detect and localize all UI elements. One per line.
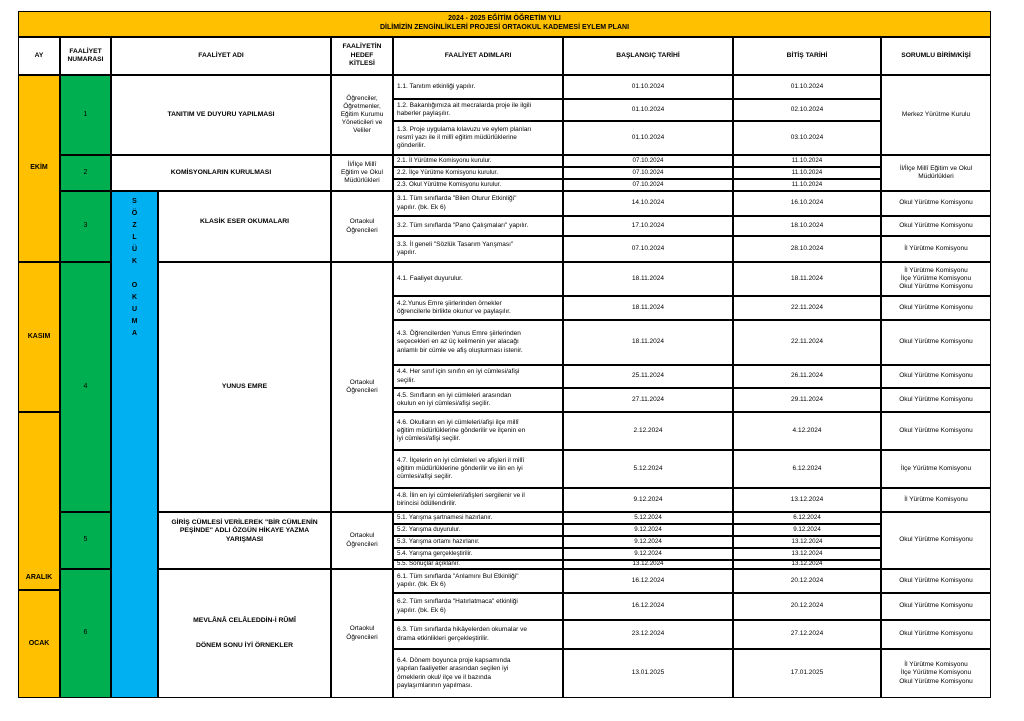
step-end-date: 13.12.2024 [733,536,881,548]
step-start-date: 16.12.2024 [563,593,733,620]
step-end-date: 02.10.2024 [733,99,881,121]
step-text: 4.3. Öğrencilerden Yunus Emre şiirlerinden seçecekleri en az üç kelimenin yer alacağı anlamlı bir cümle ve afiş oluşturması istenir. [393,320,563,365]
activity-target: Ortaokul Öğrencileri [331,512,393,569]
activity-number: 6 [60,569,111,698]
activity-name: GİRİŞ CÜMLESİ VERİLEREK "BİR CÜMLENİN PEŞİNDE" ADLI ÖZGÜN HİKAYE YAZMA YARIŞMASI [158,512,331,569]
header-sorumlu: SORUMLU BİRİM/KİŞİ [881,37,991,75]
responsible-cell: Okul Yürütme Komisyonu [881,620,991,649]
responsible-cell: Okul Yürütme Komisyonu [881,569,991,593]
step-text: 6.4. Dönem boyunca proje kapsamında yapılan faaliyetler arasından seçilen iyi örneklerin okul/ ilçe ve il bazında paylaşımlarının yapılması. [393,649,563,698]
step-start-date: 01.10.2024 [563,99,733,121]
step-text: 3.3. İl geneli "Sözlük Tasarım Yarışması" yapılır. [393,236,563,262]
step-start-date: 13.01.2025 [563,649,733,698]
step-start-date: 07.10.2024 [563,167,733,179]
responsible-cell: Okul Yürütme Komisyonu [881,320,991,365]
responsible-cell: Okul Yürütme Komisyonu [881,365,991,388]
step-end-date: 9.12.2024 [733,524,881,536]
activity-number: 1 [60,75,111,155]
step-text: 5.3. Yarışma ortamı hazırlanır. [393,536,563,548]
activity-target: Öğrenciler, Öğretmenler, Eğitim Kurumu Yöneticileri ve Veliler [331,75,393,155]
responsible-cell: Okul Yürütme Komisyonu [881,216,991,236]
step-start-date: 23.12.2024 [563,620,733,649]
month-kasim: KASIM [18,262,60,412]
responsible-cell: İl Yürütme Komisyonu İlçe Yürütme Komisyonu Okul Yürütme Komisyonu [881,649,991,698]
activity-target: Ortaokul Öğrencileri [331,569,393,698]
step-start-date: 18.11.2024 [563,320,733,365]
step-end-date: 6.12.2024 [733,512,881,524]
step-end-date: 11.10.2024 [733,155,881,167]
responsible-cell: Okul Yürütme Komisyonu [881,191,991,216]
step-end-date: 03.10.2024 [733,121,881,155]
step-text: 4.6. Okulların en iyi cümleleri/afişi ilçe millî eğitim müdürlüklerine gönderilir ve ilçenin en iyi cümlesi/afişi seçilir. [393,412,563,450]
step-text: 1.2. Bakanlığımıza ait mecralarda proje ile ilgili haberler paylaşılır. [393,99,563,121]
activity-number: 2 [60,155,111,191]
responsible-cell: İl Yürütme Komisyonu [881,236,991,262]
sozluk-okuma-label: S Ö Z L Ü K O K U M A [111,191,158,698]
responsible-cell: İl Yürütme Komisyonu İlçe Yürütme Komisyonu Okul Yürütme Komisyonu [881,262,991,296]
step-text: 5.4. Yarışma gerçekleştirilir. [393,548,563,560]
step-start-date: 16.12.2024 [563,569,733,593]
activity-name: KLASİK ESER OKUMALARI [158,191,331,262]
step-end-date: 13.12.2024 [733,488,881,512]
step-end-date: 22.11.2024 [733,296,881,320]
step-start-date: 01.10.2024 [563,75,733,99]
step-start-date: 9.12.2024 [563,548,733,560]
responsible-cell: İlçe Yürütme Komisyonu [881,450,991,488]
step-end-date: 11.10.2024 [733,179,881,191]
header-baslangic: BAŞLANGIÇ TARİHİ [563,37,733,75]
header-faaliyet-adi: FAALİYET ADI [111,37,331,75]
step-start-date: 13.12.2024 [563,560,733,569]
step-text: 6.3. Tüm sınıflarda hikâyelerden okumalar ve drama etkinlikleri gerçekleştirilir. [393,620,563,649]
step-start-date: 9.12.2024 [563,536,733,548]
header-faaliyet-no: FAALİYET NUMARASI [60,37,111,75]
step-start-date: 9.12.2024 [563,488,733,512]
step-text: 3.1. Tüm sınıflarda "Bilen Oturur Etkinliği" yapılır. (bk. Ek 6) [393,191,563,216]
step-end-date: 26.11.2024 [733,365,881,388]
responsible-cell: Okul Yürütme Komisyonu [881,296,991,320]
step-text: 6.1. Tüm sınıflarda "Anlamını Bul Etkinliği" yapılır. (bk. Ek 6) [393,569,563,593]
step-text: 2.2. İlçe Yürütme Komisyonu kurulur. [393,167,563,179]
header-hedef-kitle: FAALİYETİN HEDEF KİTLESİ [331,37,393,75]
step-start-date: 27.11.2024 [563,388,733,412]
step-start-date: 07.10.2024 [563,155,733,167]
step-text: 4.1. Faaliyet duyurulur. [393,262,563,296]
activity-number: 5 [60,512,111,569]
activity-number: 3 [60,191,111,262]
step-start-date: 18.11.2024 [563,296,733,320]
step-text: 5.2. Yarışma duyurulur. [393,524,563,536]
plan-title [18,11,991,37]
header-faaliyet-adimlari: FAALİYET ADIMLARI [393,37,563,75]
step-end-date: 13.12.2024 [733,560,881,569]
step-text: 1.3. Proje uygulama kılavuzu ve eylem planları resmî yazı ile il millî eğitim müdürlüklerine gönderilir. [393,121,563,155]
step-start-date: 5.12.2024 [563,450,733,488]
step-start-date: 17.10.2024 [563,216,733,236]
step-end-date: 18.11.2024 [733,262,881,296]
activity-target: Ortaokul Öğrencileri [331,262,393,512]
step-start-date: 18.11.2024 [563,262,733,296]
step-text: 5.5. Sonuçlar açıklanır. [393,560,563,569]
step-end-date: 29.11.2024 [733,388,881,412]
activity-number: 4 [60,262,111,512]
step-text: 2.1. İl Yürütme Komisyonu kurulur. [393,155,563,167]
step-end-date: 27.12.2024 [733,620,881,649]
activity-target: Ortaokul Öğrencileri [331,191,393,262]
step-text: 4.5. Sınıfların en iyi cümleleri arasından okulun en iyi cümlesi/afişi seçilir. [393,388,563,412]
step-text: 4.2.Yunus Emre şiirlerinden örnekler öğrencilerle birlikte okunur ve paylaşılır. [393,296,563,320]
month-ekim: EKİM [18,75,60,262]
step-start-date: 25.11.2024 [563,365,733,388]
step-end-date: 28.10.2024 [733,236,881,262]
step-start-date: 9.12.2024 [563,524,733,536]
header-bitis: BİTİŞ TARİHİ [733,37,881,75]
step-end-date: 11.10.2024 [733,167,881,179]
step-end-date: 20.12.2024 [733,593,881,620]
step-start-date: 14.10.2024 [563,191,733,216]
step-text: 3.2. Tüm sınıflarda "Pano Çalışmaları" yapılır. [393,216,563,236]
plan-title-line2: DİLİMİZİN ZENGİNLİKLERİ PROJESİ ORTAOKUL KADEMESİ EYLEM PLANI [379,24,630,31]
step-text: 5.1. Yarışma şartnamesi hazırlanır. [393,512,563,524]
responsible-cell: Merkez Yürütme Kurulu [881,75,991,155]
step-start-date: 07.10.2024 [563,179,733,191]
step-text: 4.7. İlçelerin en iyi cümleleri ve afişleri il millî eğitim müdürlüklerine gönderilir ve ilin en iyi cümlesi/afişi seçilir. [393,450,563,488]
step-start-date: 01.10.2024 [563,121,733,155]
activity-target: İl/İlçe Millî Eğitim ve Okul Müdürlükleri [331,155,393,191]
responsible-cell: Okul Yürütme Komisyonu [881,388,991,412]
responsible-cell: Okul Yürütme Komisyonu [881,412,991,450]
activity-name: YUNUS EMRE [158,262,331,512]
responsible-cell: İl Yürütme Komisyonu [881,488,991,512]
step-end-date: 18.10.2024 [733,216,881,236]
step-text: 4.4. Her sınıf için sınıfın en iyi cümlesi/afişi seçilir. [393,365,563,388]
step-text: 1.1. Tanıtım etkinliği yapılır. [393,75,563,99]
responsible-cell: Okul Yürütme Komisyonu [881,512,991,569]
step-end-date: 4.12.2024 [733,412,881,450]
step-text: 6.2. Tüm sınıflarda "Hatırlatmaca" etkinliği yapılır. (bk. Ek 6) [393,593,563,620]
month-ocak: OCAK [18,590,60,698]
activity-name: TANITIM VE DUYURU YAPILMASI [111,75,331,155]
step-start-date: 07.10.2024 [563,236,733,262]
activity-name: KOMİSYONLARIN KURULMASI [111,155,331,191]
responsible-cell: Okul Yürütme Komisyonu [881,593,991,620]
step-start-date: 2.12.2024 [563,412,733,450]
responsible-cell: İl/İlçe Millî Eğitim ve Okul Müdürlükleri [881,155,991,191]
plan-title-line1: 2024 - 2025 EĞİTİM ÖĞRETİM YILI [448,15,561,23]
step-text: 2.3. Okul Yürütme Komisyonu kurulur. [393,179,563,191]
step-end-date: 17.01.2025 [733,649,881,698]
step-end-date: 6.12.2024 [733,450,881,488]
activity-name: MEVLÂNÂ CELÂLEDDİN-İ RÛMÎ DÖNEM SONU İYİ ÖRNEKLER [158,569,331,698]
step-end-date: 20.12.2024 [733,569,881,593]
step-end-date: 16.10.2024 [733,191,881,216]
step-text: 4.8. İlin en iyi cümleleri/afişleri sergilenir ve il birincisi ödüllendirilir. [393,488,563,512]
step-end-date: 22.11.2024 [733,320,881,365]
step-end-date: 13.12.2024 [733,548,881,560]
header-ay: AY [18,37,60,75]
step-start-date: 5.12.2024 [563,512,733,524]
month-aralik: ARALIK [18,412,60,590]
step-end-date: 01.10.2024 [733,75,881,99]
